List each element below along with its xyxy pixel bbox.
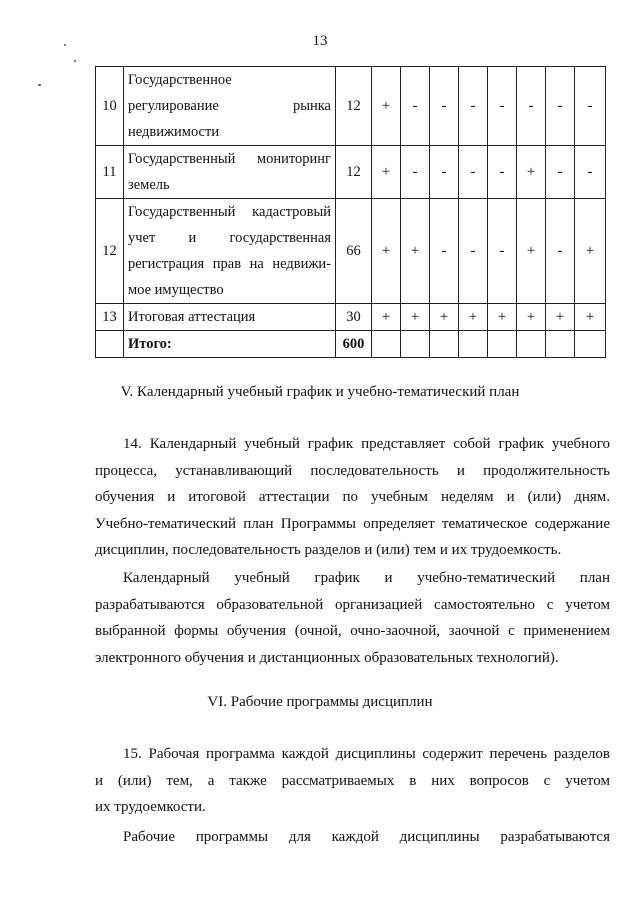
paragraph-line: и (или) тем, а также рассматриваемых в них вопросов с учетом: [95, 772, 610, 789]
scan-speck: [38, 84, 41, 86]
section-5-paragraph-2: [95, 565, 610, 671]
discipline-name-line: учет и государственная: [128, 230, 331, 246]
module-mark-cell: +: [372, 67, 401, 146]
total-mark-cell: [459, 331, 488, 358]
table-row: [96, 146, 606, 199]
module-mark-cell: -: [488, 199, 517, 304]
module-mark-cell: -: [575, 67, 606, 146]
hours-cell: 30: [336, 304, 372, 331]
row-number: 11: [96, 146, 124, 199]
module-mark-cell: +: [517, 199, 546, 304]
discipline-name-line: земель: [128, 177, 170, 193]
total-hours: 600: [336, 331, 372, 358]
discipline-name: [124, 199, 336, 304]
scan-speck: [74, 60, 76, 62]
total-mark-cell: [517, 331, 546, 358]
total-mark-cell: [372, 331, 401, 358]
discipline-name-line: Государственное: [128, 72, 232, 88]
paragraph-line: электронного обучения и дистанционных образовательных технологий).: [95, 649, 559, 666]
paragraph-line: выбранной формы обучения (очной, очно-заочной, заочной с применением: [95, 623, 610, 639]
paragraph-line: их трудоемкости.: [95, 799, 206, 815]
table-body: [96, 67, 606, 358]
module-mark-cell: +: [546, 304, 575, 331]
section-6-heading: VI. Рабочие программы дисциплин: [207, 694, 433, 710]
discipline-name-line: недвижимости: [128, 124, 220, 140]
paragraph-line: Учебно-тематический план Программы определяет тематическое содержание: [95, 515, 610, 532]
row-number: 12: [96, 199, 124, 304]
table-row: [96, 199, 606, 304]
total-mark-cell: [546, 331, 575, 358]
module-mark-cell: -: [430, 146, 459, 199]
discipline-name-line: регулирование рынка: [128, 98, 331, 114]
hours-cell: 12: [336, 67, 372, 146]
hours-cell: 12: [336, 146, 372, 199]
module-mark-cell: -: [488, 67, 517, 146]
section-5-heading: V. Календарный учебный график и учебно-тематический план: [120, 384, 520, 400]
module-mark-cell: -: [546, 199, 575, 304]
module-mark-cell: +: [575, 199, 606, 304]
module-mark-cell: +: [459, 304, 488, 331]
module-mark-cell: -: [430, 67, 459, 146]
paragraph-line: дисциплин, последовательность разделов и (или) тем и их трудоемкость.: [95, 542, 562, 558]
module-mark-cell: +: [372, 304, 401, 331]
module-mark-cell: -: [401, 146, 430, 199]
module-mark-cell: -: [459, 199, 488, 304]
total-mark-cell: [488, 331, 517, 358]
discipline-name-line: мое имущество: [128, 282, 224, 298]
paragraph-line: Рабочие программы для каждой дисциплины разрабатываются: [123, 829, 610, 845]
discipline-name-line: Итоговая аттестация: [128, 309, 256, 325]
total-mark-cell: [430, 331, 459, 358]
module-mark-cell: +: [430, 304, 459, 331]
paragraph-line: 15. Рабочая программа каждой дисциплины содержит перечень разделов: [123, 746, 610, 762]
module-mark-cell: +: [488, 304, 517, 331]
total-mark-cell: [575, 331, 606, 358]
table-row: [96, 304, 606, 331]
module-mark-cell: +: [372, 199, 401, 304]
row-number: 10: [96, 67, 124, 146]
discipline-name: [124, 146, 336, 199]
table-row: [96, 67, 606, 146]
module-mark-cell: -: [488, 146, 517, 199]
paragraph-line: процесса, устанавливающий последовательность и продолжительность: [95, 462, 610, 479]
section-5-paragraph-1: [95, 431, 610, 564]
paragraph-line: Календарный учебный график и учебно-тематический план: [123, 570, 610, 586]
module-mark-cell: -: [517, 67, 546, 146]
discipline-name: [124, 67, 336, 146]
total-mark-cell: [401, 331, 430, 358]
section-6-paragraph-1: [95, 741, 610, 821]
module-mark-cell: +: [575, 304, 606, 331]
total-row: [96, 331, 606, 358]
curriculum-table: [95, 66, 606, 358]
section-6-paragraph-2: [95, 824, 610, 851]
paragraph-line: разрабатываются образовательной организацией самостоятельно с учетом: [95, 596, 610, 613]
discipline-name: [124, 304, 336, 331]
discipline-name-line: регистрация прав на недвижи-: [128, 256, 331, 272]
paragraph-line: обучения и итоговой аттестации по учебным неделям и (или) дням.: [95, 489, 610, 505]
module-mark-cell: -: [546, 146, 575, 199]
module-mark-cell: -: [430, 199, 459, 304]
module-mark-cell: -: [575, 146, 606, 199]
hours-cell: 66: [336, 199, 372, 304]
module-mark-cell: +: [401, 199, 430, 304]
discipline-name-line: Государственный мониторинг: [128, 151, 331, 167]
page-number: 13: [312, 33, 328, 49]
module-mark-cell: -: [459, 67, 488, 146]
module-mark-cell: +: [401, 304, 430, 331]
module-mark-cell: -: [459, 146, 488, 199]
module-mark-cell: +: [372, 146, 401, 199]
module-mark-cell: +: [517, 146, 546, 199]
module-mark-cell: -: [401, 67, 430, 146]
module-mark-cell: -: [546, 67, 575, 146]
paragraph-line: 14. Календарный учебный график представляет собой график учебного: [123, 436, 610, 452]
total-number-cell: [96, 331, 124, 358]
total-label: Итого:: [124, 331, 336, 358]
row-number: 13: [96, 304, 124, 331]
module-mark-cell: +: [517, 304, 546, 331]
discipline-name-line: Государственный кадастровый: [128, 204, 331, 220]
